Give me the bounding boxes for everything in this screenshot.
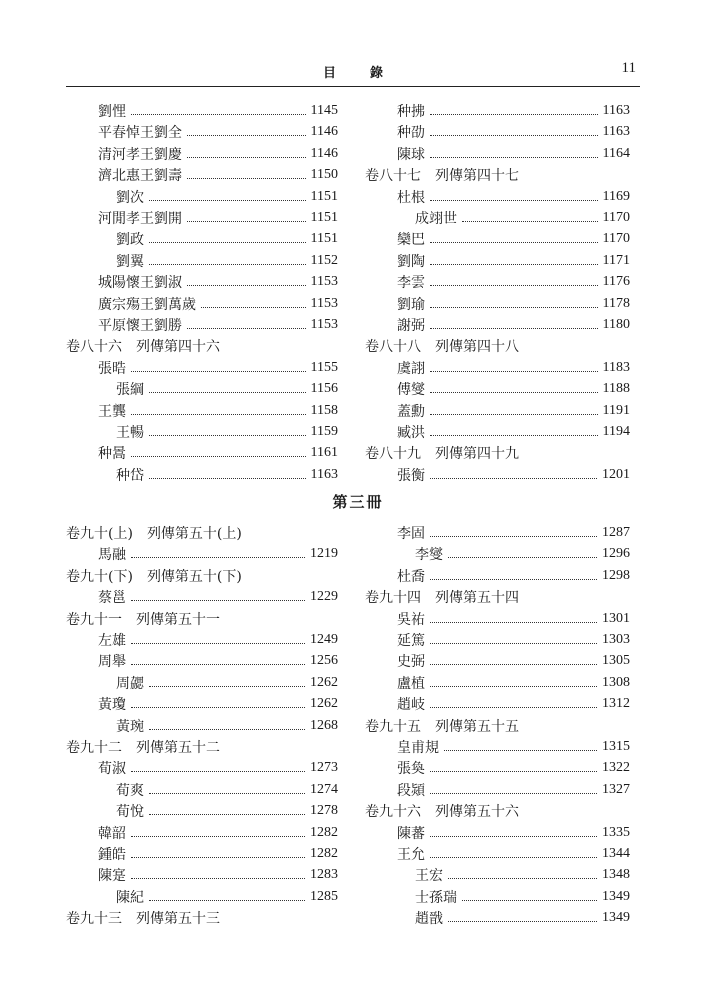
toc-entry [397, 693, 630, 715]
dot-leader [131, 835, 305, 837]
juan-title: 列傳第五十三 [136, 911, 220, 928]
dot-leader [430, 663, 597, 665]
entry-page-number: 1308 [602, 674, 630, 690]
juan-number: 卷九十(下) [66, 568, 133, 585]
entry-name: 趙岐 [397, 697, 425, 714]
dot-leader [149, 792, 305, 794]
dot-leader [149, 263, 306, 265]
entry-name: 劉次 [116, 189, 144, 206]
juan-heading [365, 800, 519, 822]
dot-leader [448, 556, 597, 558]
toc-entry [98, 442, 338, 464]
toc-entry [98, 822, 338, 844]
entry-page-number: 1163 [310, 466, 338, 482]
toc-entry [397, 421, 630, 443]
juan-number: 卷八十六 [66, 339, 122, 356]
dot-leader [430, 434, 598, 436]
entry-name: 黃琬 [116, 718, 144, 735]
entry-name: 虞詡 [397, 360, 425, 377]
page-header [66, 58, 640, 87]
dot-leader [131, 455, 306, 457]
dot-leader [430, 156, 598, 158]
entry-name: 李燮 [415, 547, 443, 564]
toc-entry [116, 464, 338, 486]
juan-title: 列傳第四十六 [136, 339, 220, 356]
entry-name: 陳寔 [98, 868, 126, 885]
toc-entry [98, 650, 338, 672]
toc-entry [397, 736, 630, 758]
entry-name: 鍾皓 [98, 847, 126, 863]
juan-heading [66, 907, 220, 929]
toc-entry [98, 629, 338, 651]
toc-entry [397, 121, 630, 143]
dot-leader [131, 413, 306, 415]
header-title: 目錄 [322, 66, 417, 81]
toc-entry [397, 293, 630, 315]
dot-leader [131, 370, 306, 372]
dot-leader [131, 706, 305, 708]
dot-leader [430, 770, 597, 772]
toc-entry [116, 800, 338, 822]
page-number: 11 [621, 60, 636, 76]
toc-entry [415, 543, 630, 565]
entry-page-number: 1348 [602, 867, 630, 883]
entry-page-number: 1305 [602, 653, 630, 669]
entry-name: 盧植 [397, 675, 425, 692]
entry-page-number: 1152 [310, 252, 338, 268]
juan-number: 卷九十二 [66, 740, 122, 756]
entry-page-number: 1322 [602, 760, 630, 776]
dot-leader [131, 642, 305, 644]
entry-page-number: 1163 [602, 103, 630, 118]
dot-leader [430, 113, 598, 115]
juan-number: 卷九十三 [66, 911, 122, 928]
entry-name: 張奐 [397, 761, 425, 778]
entry-page-number: 1159 [310, 424, 338, 439]
dot-leader [430, 578, 597, 580]
toc-entry [98, 400, 338, 422]
entry-page-number: 1262 [310, 674, 338, 690]
entry-name: 延篤 [397, 633, 425, 649]
juan-number: 卷九十五 [365, 718, 421, 735]
entry-name: 蓋勳 [397, 403, 425, 420]
dot-leader [430, 835, 597, 837]
dot-leader [149, 241, 306, 243]
toc-entry [397, 522, 630, 544]
entry-name: 王允 [397, 847, 425, 863]
entry-page-number: 1151 [310, 210, 338, 225]
toc-entry [397, 228, 630, 250]
entry-page-number: 1176 [602, 274, 630, 290]
entry-name: 皇甫規 [397, 740, 439, 756]
entry-name: 城陽懷王劉淑 [98, 275, 182, 292]
dot-leader [448, 920, 597, 922]
dot-leader [149, 391, 306, 393]
dot-leader [131, 856, 305, 858]
juan-heading [365, 442, 519, 464]
entry-page-number: 1151 [310, 188, 338, 204]
entry-name: 种劭 [397, 125, 425, 142]
entry-name: 劉政 [116, 232, 144, 249]
entry-page-number: 1164 [602, 145, 630, 161]
juan-title: 列傳第五十(下) [146, 568, 242, 585]
entry-name: 荀悅 [116, 804, 144, 821]
toc-entry [98, 207, 338, 229]
entry-name: 荀淑 [98, 761, 126, 778]
entry-page-number: 1273 [310, 760, 338, 776]
entry-page-number: 1178 [602, 295, 630, 311]
entry-name: 蔡邕 [98, 590, 126, 607]
dot-leader [430, 134, 598, 136]
dot-leader [430, 856, 597, 858]
entry-name: 濟北惠王劉壽 [98, 168, 182, 185]
entry-page-number: 1285 [310, 888, 338, 904]
entry-page-number: 1327 [602, 781, 630, 797]
juan-number: 卷九十四 [365, 590, 421, 607]
dot-leader [430, 706, 597, 708]
juan-heading [66, 522, 242, 544]
toc-entry [98, 143, 338, 165]
entry-page-number: 1170 [602, 231, 630, 247]
toc-entry [98, 693, 338, 715]
dot-leader [430, 306, 598, 308]
entry-page-number: 1146 [310, 145, 338, 161]
dot-leader [430, 685, 597, 687]
dot-leader [201, 306, 306, 308]
entry-name: 种岱 [116, 467, 144, 484]
juan-title: 列傳第五十六 [435, 804, 519, 821]
section-title: 第三冊 [332, 493, 384, 511]
entry-page-number: 1282 [310, 824, 338, 840]
dot-leader [149, 199, 306, 201]
toc-entry [397, 757, 630, 779]
dot-leader [131, 770, 305, 772]
entry-name: 劉瑜 [397, 296, 425, 313]
juan-number: 卷八十七 [365, 168, 421, 185]
entry-page-number: 1183 [602, 359, 630, 375]
toc-entry [397, 843, 630, 865]
dot-leader [430, 535, 597, 537]
entry-name: 河閒孝王劉開 [98, 211, 182, 227]
entry-page-number: 1146 [310, 124, 338, 140]
entry-page-number: 1283 [310, 867, 338, 883]
dot-leader [430, 621, 597, 623]
dot-leader [149, 434, 306, 436]
entry-name: 李固 [397, 526, 425, 542]
entry-page-number: 1150 [310, 167, 338, 183]
dot-leader [430, 391, 598, 393]
entry-page-number: 1301 [602, 610, 630, 626]
entry-page-number: 1155 [310, 359, 338, 375]
toc-entry [415, 207, 630, 229]
toc-entry [116, 886, 338, 908]
entry-page-number: 1278 [310, 803, 338, 819]
entry-page-number: 1335 [602, 824, 630, 840]
entry-page-number: 1188 [602, 381, 630, 397]
entry-page-number: 1158 [310, 402, 338, 418]
entry-page-number: 1153 [310, 317, 338, 332]
toc-entry [98, 164, 338, 186]
dot-leader [187, 156, 306, 158]
toc-entry [397, 822, 630, 844]
entry-name: 成翊世 [415, 211, 457, 227]
juan-title: 列傳第五十一 [136, 611, 220, 628]
toc-entry [397, 629, 630, 651]
entry-page-number: 1315 [602, 739, 630, 754]
entry-page-number: 1229 [310, 589, 338, 605]
dot-leader [149, 728, 305, 730]
dot-leader [187, 220, 306, 222]
toc-entry [116, 378, 338, 400]
juan-heading [66, 736, 220, 758]
entry-page-number: 1262 [310, 696, 338, 712]
dot-leader [430, 199, 598, 201]
dot-leader [187, 177, 306, 179]
entry-page-number: 1274 [310, 781, 338, 797]
entry-page-number: 1344 [602, 846, 630, 861]
entry-name: 杜根 [397, 189, 425, 206]
entry-name: 周勰 [116, 675, 144, 692]
juan-heading [365, 335, 519, 357]
entry-name: 陳蕃 [397, 825, 425, 842]
toc-entry [397, 100, 630, 122]
dot-leader [430, 327, 598, 329]
juan-heading [66, 565, 242, 587]
dot-leader [187, 327, 306, 329]
entry-name: 黃瓊 [98, 697, 126, 714]
dot-leader [131, 599, 305, 601]
dot-leader [187, 284, 306, 286]
toc-entry [116, 250, 338, 272]
dot-leader [149, 685, 305, 687]
entry-page-number: 1163 [602, 124, 630, 140]
dot-leader [444, 749, 597, 751]
toc-entry [397, 186, 630, 208]
entry-name: 陳紀 [116, 889, 144, 906]
juan-title: 列傳第四十七 [435, 168, 519, 185]
juan-heading [365, 586, 519, 608]
toc-entry [397, 779, 630, 801]
dot-leader [430, 642, 597, 644]
entry-name: 王暢 [116, 425, 144, 441]
entry-name: 左雄 [98, 633, 126, 649]
entry-page-number: 1194 [602, 424, 630, 439]
entry-page-number: 1303 [602, 632, 630, 647]
entry-page-number: 1349 [602, 888, 630, 904]
entry-name: 段熲 [397, 782, 425, 799]
toc-entry [397, 650, 630, 672]
toc-entry [397, 672, 630, 694]
juan-title: 列傳第五十五 [435, 718, 519, 735]
entry-name: 吳祐 [397, 611, 425, 628]
entry-name: 王龔 [98, 403, 126, 420]
entry-page-number: 1219 [310, 546, 338, 562]
dot-leader [430, 263, 598, 265]
toc-entry [397, 143, 630, 165]
entry-name: 荀爽 [116, 782, 144, 799]
dot-leader [430, 370, 598, 372]
entry-page-number: 1298 [602, 567, 630, 583]
toc-entry [98, 121, 338, 143]
toc-entry [98, 757, 338, 779]
dot-leader [430, 413, 598, 415]
dot-leader [131, 113, 306, 115]
entry-name: 劉陶 [397, 253, 425, 270]
toc-entry [98, 864, 338, 886]
juan-number: 卷九十六 [365, 804, 421, 821]
entry-name: 劉翼 [116, 253, 144, 270]
entry-name: 韓韶 [98, 825, 126, 842]
entry-page-number: 1201 [602, 466, 630, 482]
entry-page-number: 1312 [602, 696, 630, 712]
toc-entry [116, 672, 338, 694]
dot-leader [149, 477, 306, 479]
entry-name: 欒巴 [397, 232, 425, 249]
juan-number: 卷八十九 [365, 446, 421, 463]
dot-leader [430, 792, 597, 794]
toc-entry [397, 271, 630, 293]
juan-heading [66, 335, 220, 357]
toc-entry [397, 608, 630, 630]
entry-name: 陳球 [397, 146, 425, 163]
dot-leader [131, 556, 305, 558]
juan-number: 卷九十(上) [66, 526, 133, 542]
entry-name: 劉悝 [98, 104, 126, 120]
juan-title: 列傳第四十八 [435, 339, 519, 356]
entry-page-number: 1287 [602, 525, 630, 540]
toc-entry [98, 843, 338, 865]
dot-leader [430, 477, 597, 479]
entry-name: 平原懷王劉勝 [98, 318, 182, 334]
entry-page-number: 1249 [310, 632, 338, 647]
entry-page-number: 1153 [310, 295, 338, 311]
toc-entry [98, 314, 338, 336]
entry-name: 張晧 [98, 360, 126, 377]
entry-page-number: 1171 [602, 252, 630, 268]
dot-leader [430, 284, 598, 286]
toc-entry [397, 250, 630, 272]
dot-leader [131, 663, 305, 665]
toc-entry [98, 100, 338, 122]
entry-name: 杜喬 [397, 568, 425, 585]
entry-name: 史弼 [397, 654, 425, 671]
juan-heading [66, 608, 220, 630]
dot-leader [149, 899, 305, 901]
entry-name: 臧洪 [397, 425, 425, 441]
entry-name: 張衡 [397, 467, 425, 484]
toc-entry [98, 293, 338, 315]
juan-number: 卷九十一 [66, 611, 122, 628]
juan-title: 列傳第五十二 [136, 740, 220, 756]
entry-page-number: 1156 [310, 381, 338, 397]
entry-page-number: 1153 [310, 274, 338, 290]
toc-entry [397, 314, 630, 336]
entry-name: 周舉 [98, 654, 126, 671]
entry-page-number: 1349 [602, 910, 630, 926]
toc-entry [397, 357, 630, 379]
toc-entry [397, 400, 630, 422]
entry-name: 趙戩 [415, 911, 443, 928]
entry-page-number: 1296 [602, 546, 630, 562]
dot-leader [187, 134, 306, 136]
toc-entry [415, 864, 630, 886]
toc-entry [116, 779, 338, 801]
entry-page-number: 1282 [310, 846, 338, 861]
juan-title: 列傳第四十九 [435, 446, 519, 463]
entry-name: 士孫瑞 [415, 889, 457, 906]
toc-entry [116, 228, 338, 250]
toc-entry [397, 565, 630, 587]
dot-leader [462, 220, 598, 222]
entry-name: 李雲 [397, 275, 425, 292]
toc-entry [116, 186, 338, 208]
toc-entry [98, 271, 338, 293]
dot-leader [149, 813, 305, 815]
toc-entry [397, 378, 630, 400]
entry-name: 种暠 [98, 446, 126, 463]
entry-name: 廣宗殤王劉萬歲 [98, 296, 196, 313]
entry-page-number: 1145 [310, 103, 338, 118]
toc-entry [415, 907, 630, 929]
entry-page-number: 1268 [310, 717, 338, 733]
entry-page-number: 1169 [602, 188, 630, 204]
entry-name: 王宏 [415, 868, 443, 885]
juan-heading [365, 715, 519, 737]
entry-name: 馬融 [98, 547, 126, 564]
entry-page-number: 1256 [310, 653, 338, 669]
juan-title: 列傳第五十四 [435, 590, 519, 607]
juan-number: 卷八十八 [365, 339, 421, 356]
dot-leader [448, 877, 597, 879]
toc-entry [98, 543, 338, 565]
entry-page-number: 1170 [602, 210, 630, 225]
toc-entry [116, 715, 338, 737]
entry-page-number: 1151 [310, 231, 338, 247]
entry-page-number: 1191 [602, 402, 630, 418]
dot-leader [462, 899, 597, 901]
juan-title: 列傳第五十(上) [146, 526, 242, 542]
entry-name: 謝弼 [397, 318, 425, 334]
entry-name: 傅燮 [397, 382, 425, 399]
dot-leader [430, 241, 598, 243]
entry-name: 張綱 [116, 382, 144, 399]
toc-entry [397, 464, 630, 486]
entry-page-number: 1161 [310, 445, 338, 461]
entry-name: 清河孝王劉慶 [98, 146, 182, 163]
juan-heading [365, 164, 519, 186]
entry-name: 种拂 [397, 104, 425, 120]
entry-page-number: 1180 [602, 317, 630, 332]
toc-entry [98, 586, 338, 608]
toc-entry [98, 357, 338, 379]
toc-entry [116, 421, 338, 443]
toc-entry [415, 886, 630, 908]
entry-name: 平春悼王劉全 [98, 125, 182, 142]
dot-leader [131, 877, 305, 879]
